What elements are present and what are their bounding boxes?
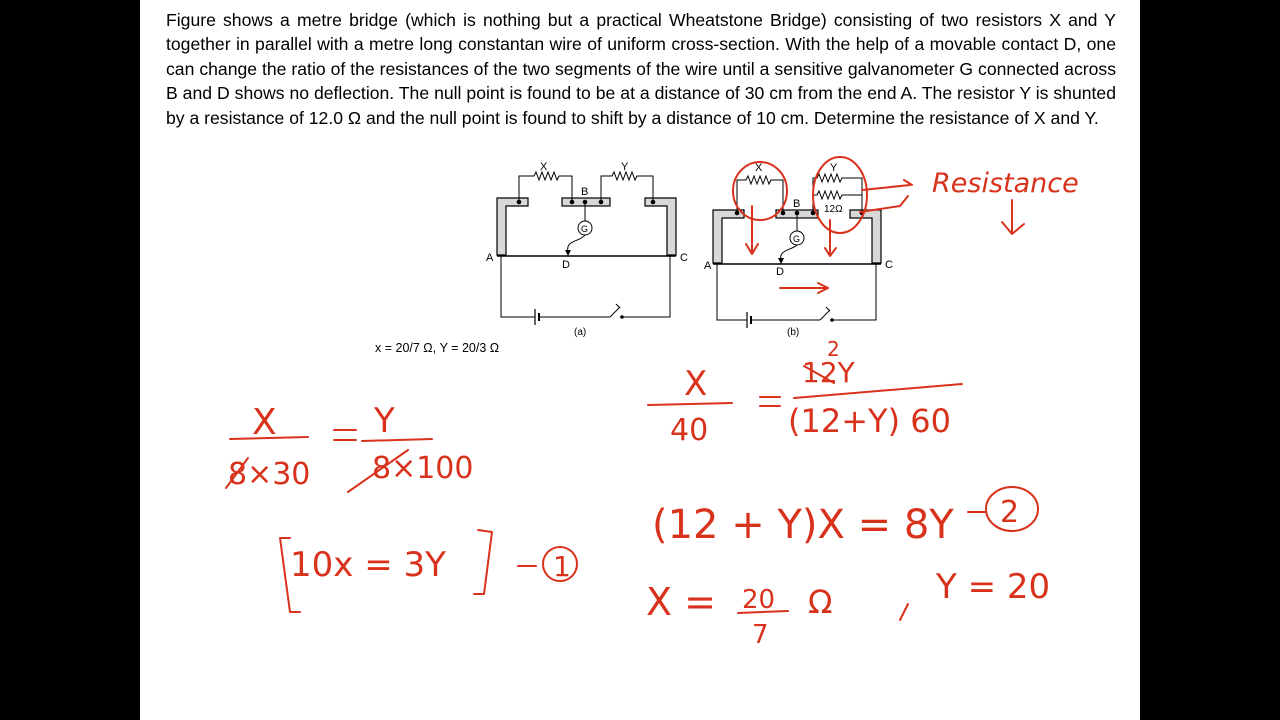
ink-result-x-num: 20 <box>742 585 776 615</box>
fig-b-label-c: C <box>885 259 893 271</box>
ink-label-1: 1 <box>553 550 571 583</box>
handwritten-annotations <box>226 157 1079 650</box>
fig-a-label-d: D <box>562 259 570 271</box>
fig-b-key <box>820 310 830 320</box>
fig-a-right-strip <box>645 198 676 255</box>
fig-a-caption: (a) <box>574 327 587 338</box>
ink-result-x: X = <box>646 580 716 624</box>
ink-comma <box>900 604 908 620</box>
ink-result-y: Y = 20 <box>936 567 1051 607</box>
fig-b-caption: (b) <box>787 327 800 338</box>
fig-b-label-g: G <box>793 234 801 244</box>
fig-a-label-b: B <box>581 186 589 198</box>
problem-statement: Figure shows a metre bridge (which is nothing but a practical Wheatstone Bridge) consisting of two resistors X and Y together in parallel with a metre long constantan wire of uniform cross-section. With the help of a movable contact D, one can change the ratio of the resistances of the two segments of the wire until a sensitive galvanometer G connected across B and D shows no deflection. The null point is found to be at a distance of 30 cm from the end A. The resistor Y is shunted by a resistance of 12.0 Ω and the null point is found to shift by a distance of 10 cm. Determine the resistance of X and Y. <box>166 10 1116 128</box>
ink-eq2-small: 2 <box>827 337 840 361</box>
fig-a-label-y: Y <box>621 161 629 173</box>
ink-eq1-num-right: Y <box>374 401 395 441</box>
ink-eq2-den-right: (12+Y) 60 <box>788 402 951 440</box>
ink-eq2-num-right: 12Y <box>802 356 855 389</box>
fig-b-battery-circuit <box>717 264 747 320</box>
fig-a-label-c: C <box>680 252 688 264</box>
ink-resistance-note: Resistance <box>932 168 1079 199</box>
fig-b-resistor-x <box>737 176 783 213</box>
document-page <box>140 0 1140 720</box>
fig-a-key <box>610 307 620 317</box>
fig-b-shunt-label: 12Ω <box>824 204 843 215</box>
fig-b-left-strip <box>713 210 744 263</box>
ink-arrow-down-left <box>746 206 758 254</box>
fig-b-label-d: D <box>776 266 784 278</box>
fig-b-label-x: X <box>755 162 763 174</box>
fig-a-left-strip <box>497 198 528 255</box>
ink-result-unit: Ω <box>808 583 833 621</box>
fig-a-jockey-lead <box>568 235 585 252</box>
ink-eq2-den-left: 40 <box>670 413 709 448</box>
ink-arrow-current <box>780 283 828 293</box>
fig-b-jockey-lead <box>781 245 797 260</box>
ink-arrow-note-down <box>1002 200 1024 234</box>
ink-eq1-den-left: 8×30 <box>228 457 311 492</box>
fig-a-label-a: A <box>486 252 494 264</box>
answer-text: x = 20/7 Ω, Y = 20/3 Ω <box>375 341 500 355</box>
ink-arrow-down-right <box>825 220 836 256</box>
fig-b-label-y: Y <box>830 162 838 174</box>
ink-equals-2 <box>760 397 780 406</box>
ink-eq1-den-right: 8×100 <box>372 451 474 486</box>
ink-eq3: (12 + Y)X = 8Y <box>652 502 954 548</box>
fig-a-battery-circuit <box>501 256 535 317</box>
fig-b-label-b: B <box>793 198 801 210</box>
fig-b-shunt-resistor <box>813 191 862 199</box>
figure-a <box>486 161 688 338</box>
ink-eq-main: 10x = 3Y <box>290 545 446 585</box>
ink-eq1-num-left: X <box>252 402 277 443</box>
ink-label-2: 2 <box>1000 495 1020 530</box>
ink-equals-1 <box>334 430 356 440</box>
fig-a-label-x: X <box>540 161 548 173</box>
fig-b-label-a: A <box>704 260 712 272</box>
fig-a-label-g: G <box>581 224 589 234</box>
ink-eq2-num-left: X <box>684 364 708 404</box>
fig-b-right-strip <box>850 210 881 263</box>
diagram-canvas <box>140 0 1140 720</box>
ink-bracket-right <box>474 530 492 594</box>
ink-result-x-den: 7 <box>752 620 769 650</box>
